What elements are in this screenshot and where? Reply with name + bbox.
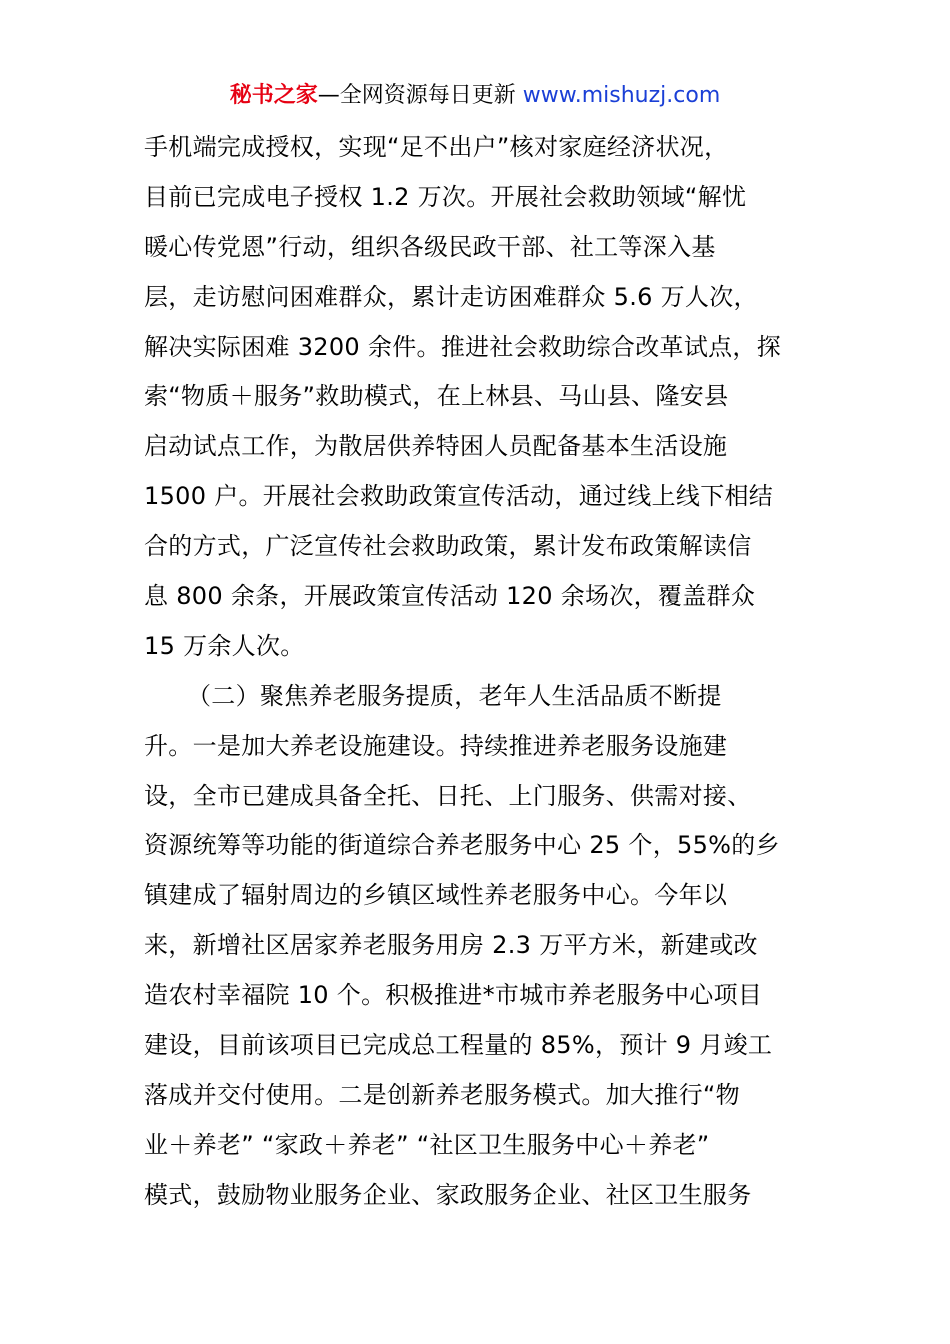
text-line: 启动试点工作，为散居供养特困人员配备基本生活设施 <box>144 432 728 461</box>
text-line: 业＋养老” “家政＋养老” “社区卫生服务中心＋养老” <box>144 1130 710 1159</box>
text-line: 1500 户。开展社会救助政策宣传活动，通过线上线下相结 <box>144 482 774 511</box>
text-line: 资源统筹等功能的街道综合养老服务中心 25 个，55%的乡 <box>144 831 780 860</box>
document-body <box>144 123 824 1221</box>
site-url-link[interactable]: www.mishuzj.com <box>522 83 721 108</box>
text-line: 息 800 余条，开展政策宣传活动 120 余场次，覆盖群众 <box>144 582 756 611</box>
text-line: 解决实际困难 3200 余件。推进社会救助综合改革试点，探 <box>144 332 782 361</box>
text-line: 来，新增社区居家养老服务用房 2.3 万平方米，新建或改 <box>144 931 758 960</box>
site-brand: 秘书之家 <box>229 83 318 108</box>
text-line: 手机端完成授权，实现“足不出户”核对家庭经济状况， <box>144 133 729 161</box>
text-line: 15 万余人次。 <box>144 631 305 660</box>
text-line: 镇建成了辐射周边的乡镇区域性养老服务中心。今年以 <box>144 881 728 910</box>
text-line: 升。一是加大养老设施建设。持续推进养老服务设施建 <box>144 731 728 760</box>
text-line: 层，走访慰问困难群众，累计走访困难群众 5.6 万人次， <box>144 282 758 311</box>
text-line: 设，全市已建成具备全托、日托、上门服务、供需对接、 <box>144 781 752 810</box>
text-line: 模式，鼓励物业服务企业、家政服务企业、社区卫生服务 <box>144 1180 752 1209</box>
text-line: 索“物质＋服务”救助模式，在上林县、马山县、隆安县 <box>144 382 729 411</box>
text-line: 暖心传党恩”行动，组织各级民政干部、社工等深入基 <box>144 232 716 261</box>
text-line: 造农村幸福院 10 个。积极推进*市城市养老服务中心项目 <box>144 981 763 1010</box>
text-line: 建设，目前该项目已完成总工程量的 85%，预计 9 月竣工 <box>144 1031 773 1060</box>
text-line: 合的方式，广泛宣传社会救助政策，累计发布政策解读信 <box>144 532 752 561</box>
site-tagline: —全网资源每日更新 <box>317 83 523 108</box>
text-line: 目前已完成电子授权 1.2 万次。开展社会救助领域“解忧 <box>144 182 747 211</box>
text-line: 落成并交付使用。二是创新养老服务模式。加大推行“物 <box>144 1080 740 1109</box>
site-header <box>0 80 950 112</box>
section-heading-line: （二）聚焦养老服务提质，老年人生活品质不断提 <box>187 681 722 710</box>
